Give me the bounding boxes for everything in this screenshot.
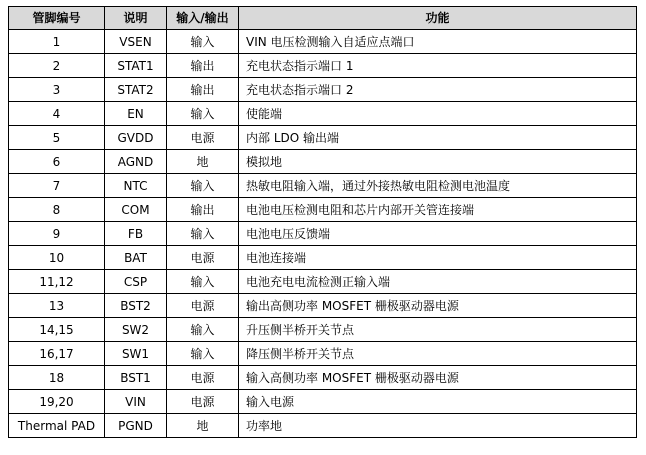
cell-function: 降压侧半桥开关节点 <box>239 342 637 366</box>
cell-pin-number: 11,12 <box>9 270 105 294</box>
cell-function: 电池电压检测电阻和芯片内部开关管连接端 <box>239 198 637 222</box>
cell-pin-name: CSP <box>105 270 167 294</box>
cell-io: 输入 <box>167 342 239 366</box>
header-pin-number: 管脚编号 <box>9 7 105 30</box>
cell-pin-name: STAT2 <box>105 78 167 102</box>
cell-pin-name: BST2 <box>105 294 167 318</box>
cell-io: 电源 <box>167 390 239 414</box>
cell-function: 充电状态指示端口 2 <box>239 78 637 102</box>
cell-io: 电源 <box>167 246 239 270</box>
cell-io: 输入 <box>167 102 239 126</box>
cell-pin-number: 14,15 <box>9 318 105 342</box>
cell-pin-number: 5 <box>9 126 105 150</box>
cell-pin-number: Thermal PAD <box>9 414 105 438</box>
cell-io: 地 <box>167 414 239 438</box>
cell-io: 电源 <box>167 366 239 390</box>
table-row <box>9 78 637 102</box>
table-row <box>9 270 637 294</box>
cell-pin-name: GVDD <box>105 126 167 150</box>
cell-io: 电源 <box>167 294 239 318</box>
cell-pin-name: BST1 <box>105 366 167 390</box>
cell-io: 输入 <box>167 318 239 342</box>
cell-function: 使能端 <box>239 102 637 126</box>
cell-pin-number: 8 <box>9 198 105 222</box>
cell-pin-name: STAT1 <box>105 54 167 78</box>
table-row <box>9 174 637 198</box>
cell-function: 升压侧半桥开关节点 <box>239 318 637 342</box>
table-row <box>9 102 637 126</box>
pin-table-body <box>9 30 637 438</box>
table-row <box>9 342 637 366</box>
table-row <box>9 246 637 270</box>
cell-pin-name: COM <box>105 198 167 222</box>
cell-pin-name: EN <box>105 102 167 126</box>
table-row <box>9 198 637 222</box>
cell-io: 输出 <box>167 198 239 222</box>
table-row <box>9 414 637 438</box>
cell-io: 电源 <box>167 126 239 150</box>
cell-pin-number: 9 <box>9 222 105 246</box>
cell-function: VIN 电压检测输入自适应点端口 <box>239 30 637 54</box>
table-row <box>9 318 637 342</box>
cell-pin-number: 13 <box>9 294 105 318</box>
cell-pin-number: 16,17 <box>9 342 105 366</box>
table-row <box>9 222 637 246</box>
cell-pin-number: 19,20 <box>9 390 105 414</box>
table-row <box>9 366 637 390</box>
cell-pin-name: FB <box>105 222 167 246</box>
cell-pin-name: NTC <box>105 174 167 198</box>
cell-function: 输出高侧功率 MOSFET 栅极驱动器电源 <box>239 294 637 318</box>
table-row <box>9 126 637 150</box>
cell-pin-name: SW2 <box>105 318 167 342</box>
cell-pin-number: 2 <box>9 54 105 78</box>
cell-pin-number: 10 <box>9 246 105 270</box>
cell-function: 充电状态指示端口 1 <box>239 54 637 78</box>
cell-pin-number: 6 <box>9 150 105 174</box>
cell-io: 输入 <box>167 222 239 246</box>
table-row <box>9 294 637 318</box>
header-row <box>9 7 637 30</box>
cell-function: 输入电源 <box>239 390 637 414</box>
pin-table-header <box>9 7 637 30</box>
cell-function: 电池连接端 <box>239 246 637 270</box>
cell-pin-name: VSEN <box>105 30 167 54</box>
cell-function: 内部 LDO 输出端 <box>239 126 637 150</box>
cell-pin-name: SW1 <box>105 342 167 366</box>
pin-table-container <box>8 6 636 438</box>
cell-function: 功率地 <box>239 414 637 438</box>
cell-function: 热敏电阻输入端，通过外接热敏电阻检测电池温度 <box>239 174 637 198</box>
cell-io: 输出 <box>167 54 239 78</box>
cell-io: 输出 <box>167 78 239 102</box>
cell-io: 输入 <box>167 174 239 198</box>
cell-function: 电池充电电流检测正输入端 <box>239 270 637 294</box>
cell-io: 地 <box>167 150 239 174</box>
cell-function: 模拟地 <box>239 150 637 174</box>
cell-function: 输入高侧功率 MOSFET 栅极驱动器电源 <box>239 366 637 390</box>
cell-pin-name: PGND <box>105 414 167 438</box>
cell-function: 电池电压反馈端 <box>239 222 637 246</box>
pin-table <box>8 6 637 438</box>
cell-pin-number: 3 <box>9 78 105 102</box>
header-description: 说明 <box>105 7 167 30</box>
cell-pin-number: 7 <box>9 174 105 198</box>
cell-pin-name: BAT <box>105 246 167 270</box>
cell-pin-number: 18 <box>9 366 105 390</box>
table-row <box>9 30 637 54</box>
cell-pin-name: AGND <box>105 150 167 174</box>
table-row <box>9 150 637 174</box>
table-row <box>9 390 637 414</box>
table-row <box>9 54 637 78</box>
cell-pin-number: 1 <box>9 30 105 54</box>
cell-pin-number: 4 <box>9 102 105 126</box>
header-function: 功能 <box>239 7 637 30</box>
cell-pin-name: VIN <box>105 390 167 414</box>
cell-io: 输入 <box>167 30 239 54</box>
cell-io: 输入 <box>167 270 239 294</box>
header-io: 输入/输出 <box>167 7 239 30</box>
